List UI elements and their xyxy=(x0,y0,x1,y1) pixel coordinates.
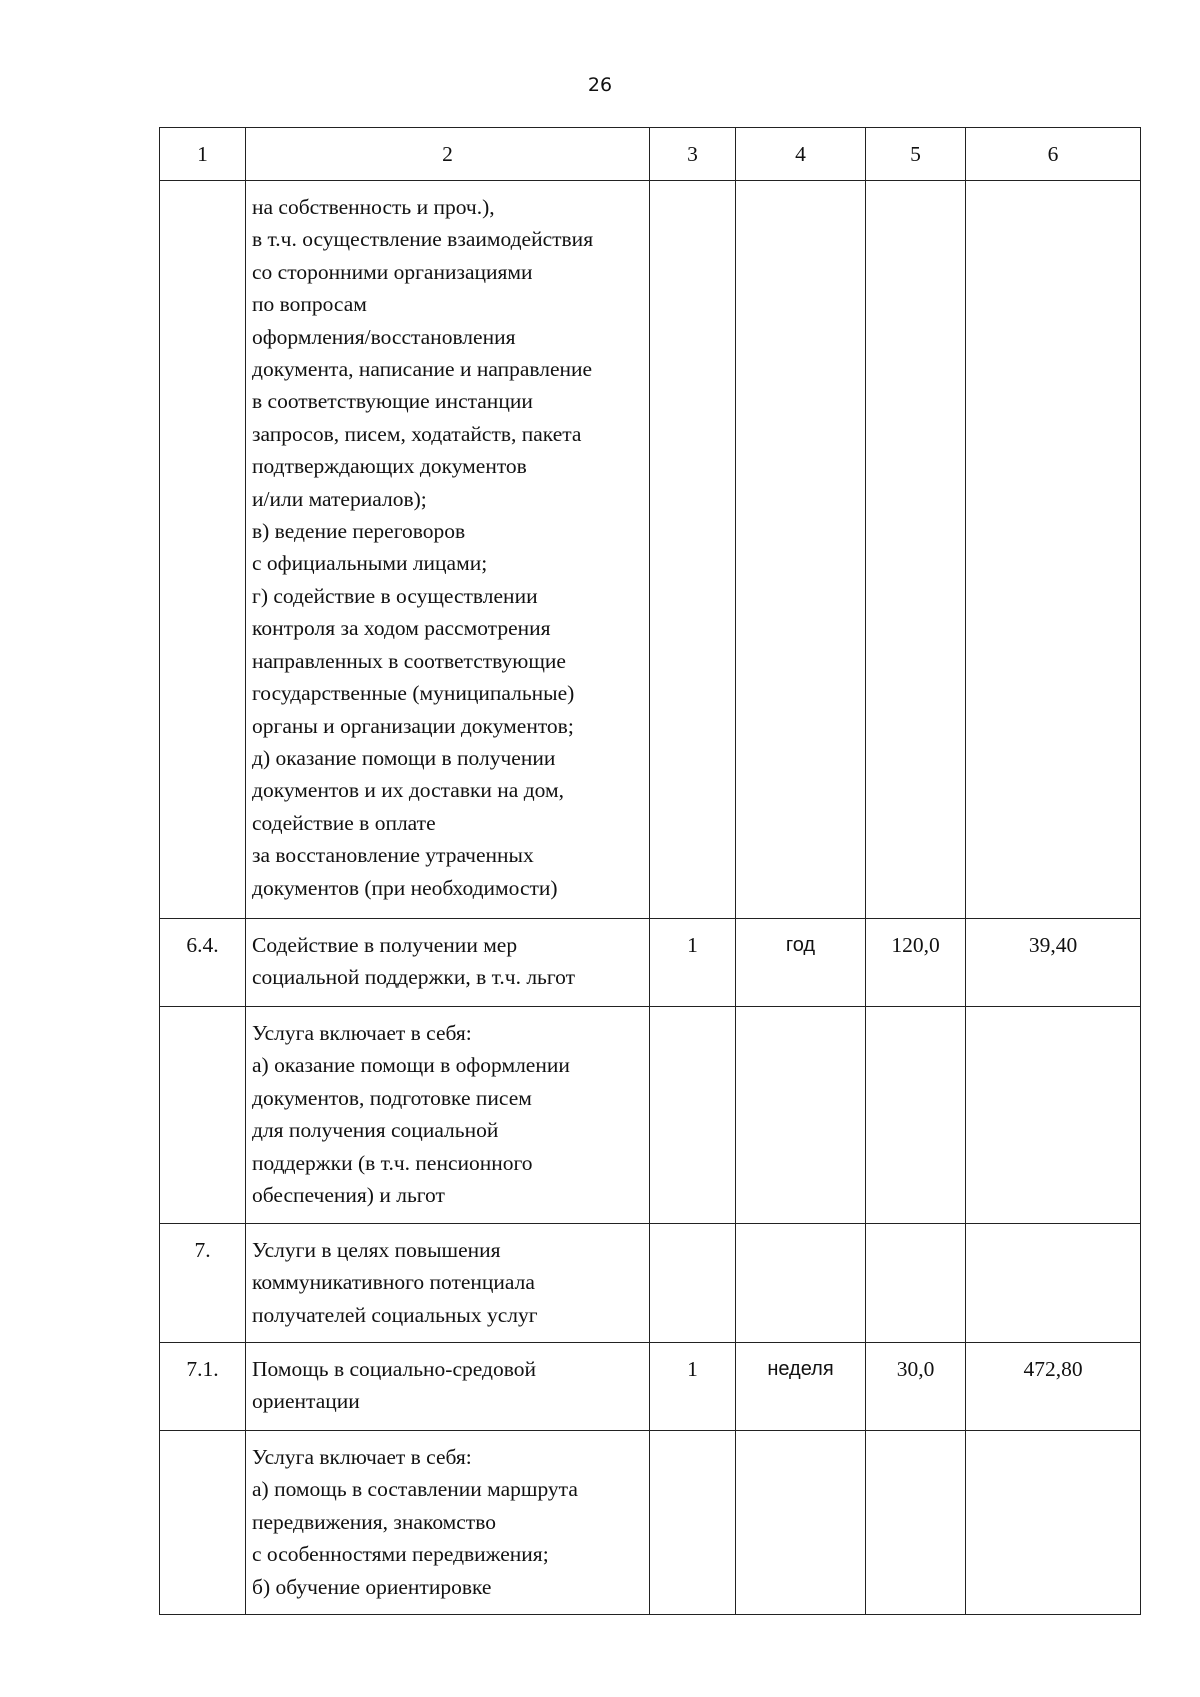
table-header-row xyxy=(160,128,1141,181)
description-line: государственные (муниципальные) xyxy=(252,681,575,706)
unit-cell: неделя xyxy=(736,1343,866,1431)
header-cell-2: 2 xyxy=(246,128,650,181)
description-line: Услуга включает в себя: xyxy=(252,1445,472,1469)
service-description-cell xyxy=(246,1431,650,1615)
row-number-cell: 6.4. xyxy=(160,919,246,1007)
unit-cell xyxy=(736,1007,866,1224)
description-line: получателей социальных услуг xyxy=(252,1302,538,1327)
value-cell: 30,0 xyxy=(866,1343,966,1431)
description-line: за восстановление утраченных xyxy=(252,843,534,868)
description-line: а) помощь в составлении маршрута xyxy=(252,1477,578,1502)
description-line: содействие в оплате xyxy=(252,810,436,835)
description-line: в соответствующие инстанции xyxy=(252,389,533,414)
row-number-cell: 7.1. xyxy=(160,1343,246,1431)
price-cell xyxy=(966,1224,1141,1343)
description-line: для получения социальной xyxy=(252,1118,499,1143)
header-cell-5: 5 xyxy=(866,128,966,181)
service-description-cell xyxy=(246,1007,650,1224)
description-line: документов, подготовке писем xyxy=(252,1085,532,1110)
price-cell: 472,80 xyxy=(966,1343,1141,1431)
unit-cell xyxy=(736,1431,866,1615)
description-line: обеспечения) и льгот xyxy=(252,1183,445,1208)
table-row xyxy=(160,1007,1141,1224)
table-row xyxy=(160,1343,1141,1431)
quantity-cell xyxy=(650,1431,736,1615)
description-line: д) оказание помощи в получении xyxy=(252,745,556,770)
page-number: 26 xyxy=(587,74,613,96)
table-row xyxy=(160,1431,1141,1615)
description-line: передвижения, знакомство xyxy=(252,1509,496,1534)
unit-cell xyxy=(736,1224,866,1343)
table-row xyxy=(160,1224,1141,1343)
description-line: Услуга включает в себя: xyxy=(252,1021,472,1045)
header-cell-1: 1 xyxy=(160,128,246,181)
price-cell xyxy=(966,1007,1141,1224)
quantity-cell: 1 xyxy=(650,919,736,1007)
description-line: ориентации xyxy=(252,1389,360,1414)
price-cell xyxy=(966,181,1141,919)
value-cell xyxy=(866,1224,966,1343)
description-line: Услуги в целях повышения xyxy=(252,1238,501,1262)
description-line: документов (при необходимости) xyxy=(252,875,558,900)
description-line: подтверждающих документов xyxy=(252,454,527,479)
quantity-cell: 1 xyxy=(650,1343,736,1431)
header-cell-6: 6 xyxy=(966,128,1141,181)
header-cell-4: 4 xyxy=(736,128,866,181)
description-line: поддержки (в т.ч. пенсионного xyxy=(252,1150,533,1175)
description-line: а) оказание помощи в оформлении xyxy=(252,1053,570,1078)
description-line: оформления/восстановления xyxy=(252,324,516,349)
description-line: социальной поддержки, в т.ч. льгот xyxy=(252,965,575,990)
price-cell xyxy=(966,1431,1141,1615)
value-cell: 120,0 xyxy=(866,919,966,1007)
description-line: запросов, писем, ходатайств, пакета xyxy=(252,421,582,446)
quantity-cell xyxy=(650,1224,736,1343)
unit-cell xyxy=(736,181,866,919)
description-line: Содействие в получении мер xyxy=(252,933,518,957)
value-cell xyxy=(866,181,966,919)
table-row xyxy=(160,919,1141,1007)
unit-cell: год xyxy=(736,919,866,1007)
service-description-cell xyxy=(246,919,650,1007)
value-cell xyxy=(866,1007,966,1224)
service-description-cell xyxy=(246,181,650,919)
description-line: коммуникативного потенциала xyxy=(252,1270,535,1295)
description-line: на собственность и проч.), xyxy=(252,195,495,219)
row-number-cell xyxy=(160,181,246,919)
row-number-cell: 7. xyxy=(160,1224,246,1343)
description-line: документа, написание и направление xyxy=(252,357,593,382)
value-cell xyxy=(866,1431,966,1615)
description-line: в) ведение переговоров xyxy=(252,519,466,544)
header-cell-3: 3 xyxy=(650,128,736,181)
description-line: контроля за ходом рассмотрения xyxy=(252,616,551,641)
description-line: со сторонними организациями xyxy=(252,259,533,284)
description-line: г) содействие в осуществлении xyxy=(252,583,538,608)
description-line: б) обучение ориентировке xyxy=(252,1574,492,1599)
row-number-cell xyxy=(160,1431,246,1615)
description-line: с особенностями передвижения; xyxy=(252,1542,549,1567)
service-description-cell xyxy=(246,1343,650,1431)
description-line: органы и организации документов; xyxy=(252,713,574,738)
description-line: Помощь в социально-средовой xyxy=(252,1357,536,1381)
price-cell: 39,40 xyxy=(966,919,1141,1007)
description-line: и/или материалов); xyxy=(252,486,427,511)
description-line: с официальными лицами; xyxy=(252,551,488,576)
description-line: по вопросам xyxy=(252,292,367,317)
row-number-cell xyxy=(160,1007,246,1224)
description-line: направленных в соответствующие xyxy=(252,648,566,673)
quantity-cell xyxy=(650,1007,736,1224)
description-line: документов и их доставки на дом, xyxy=(252,778,564,803)
table-row xyxy=(160,181,1141,919)
description-line: в т.ч. осуществление взаимодействия xyxy=(252,227,594,252)
quantity-cell xyxy=(650,181,736,919)
service-description-cell xyxy=(246,1224,650,1343)
services-table xyxy=(159,127,1141,1615)
